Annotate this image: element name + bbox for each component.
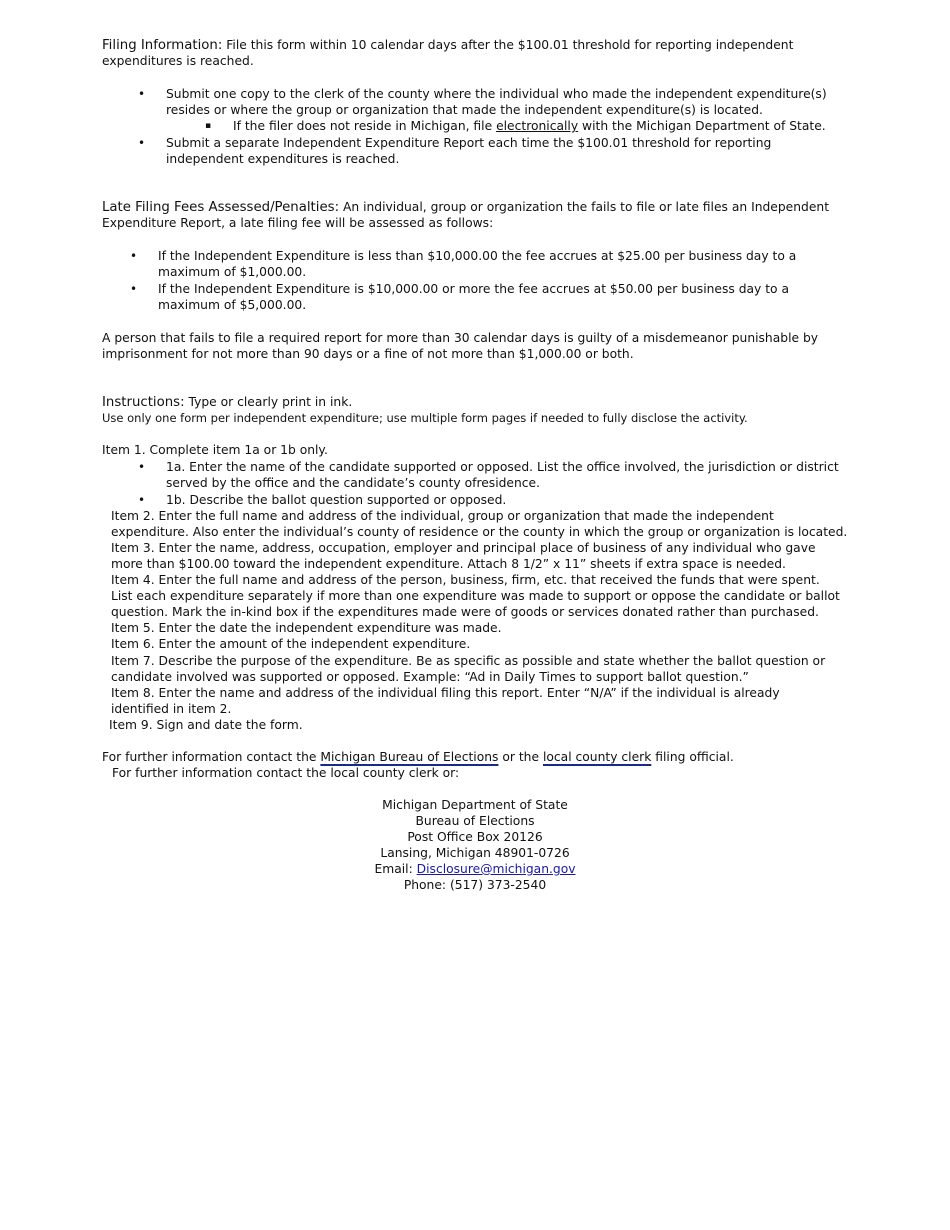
bullet-icon: • xyxy=(138,136,146,150)
item-7-line-1: Item 7. Describe the purpose of the expenditure. Be as specific as possible and state whether the ballot question or xyxy=(111,654,826,668)
bullet-icon: • xyxy=(138,493,146,507)
bullet-icon: • xyxy=(130,282,138,296)
filing-bullet-2-line-1: Submit a separate Independent Expenditure Report each time the $100.01 threshold for reporting xyxy=(166,136,772,150)
address-line-1: Michigan Department of State xyxy=(382,798,568,812)
late-intro-line-1: Late Filing Fees Assessed/Penalties: An individual, group or organization the fails to file or late files an Independent xyxy=(102,200,830,215)
local-county-clerk-link[interactable]: local county clerk xyxy=(542,750,652,764)
contact-line-1: For further information contact the Michigan Bureau of Elections or the local county clerk filing official. xyxy=(102,750,734,764)
email-line: Email: Disclosure@michigan.gov xyxy=(374,862,576,876)
item-3-line-1: Item 3. Enter the name, address, occupation, employer and principal place of business of any individual who gave xyxy=(111,541,816,555)
item-1a-line-2: served by the office and the candidate’s county ofresidence. xyxy=(166,476,541,490)
late-intro-line-2: Expenditure Report, a late filing fee will be assessed as follows: xyxy=(102,216,494,230)
filing-bullet-2-line-2: independent expenditures is reached. xyxy=(166,152,400,166)
bureau-of-elections-link[interactable]: Michigan Bureau of Elections xyxy=(320,750,499,764)
address-line-4: Lansing, Michigan 48901-0726 xyxy=(380,846,570,860)
late-bullet-1-line-1: If the Independent Expenditure is less than $10,000.00 the fee accrues at $25.00 per business day to a xyxy=(158,249,797,263)
filing-sub-bullet: If the filer does not reside in Michigan, file electronically with the Michigan Department of State. xyxy=(233,119,826,133)
filing-intro-line-1: Filing Information: File this form within 10 calendar days after the $100.01 threshold for reporting independent xyxy=(102,38,794,53)
item-4-line-1: Item 4. Enter the full name and address of the person, business, firm, etc. that received the funds that were spent. xyxy=(111,573,820,587)
address-line-3: Post Office Box 20126 xyxy=(407,830,543,844)
item-8-line-2: identified in item 2. xyxy=(111,702,232,716)
item-5: Item 5. Enter the date the independent expenditure was made. xyxy=(111,621,502,635)
email-link[interactable]: Disclosure@michigan.gov xyxy=(416,862,576,876)
late-bullet-2-line-2: maximum of $5,000.00. xyxy=(158,298,307,312)
item-4-line-2: List each expenditure separately if more than one expenditure was made to support or oppose the candidate or ballot xyxy=(111,589,840,603)
instructions-heading: Instructions: xyxy=(102,395,185,410)
penalty-line-2: imprisonment for not more than 90 days or a fine of not more than $1,000.00 or both. xyxy=(102,347,634,361)
item-1a-line-1: 1a. Enter the name of the candidate supported or opposed. List the office involved, the jurisdiction or district xyxy=(166,460,839,474)
late-heading: Late Filing Fees Assessed/Penalties: xyxy=(102,200,340,215)
bullet-icon: • xyxy=(130,249,138,263)
late-bullet-2-line-1: If the Independent Expenditure is $10,000.00 or more the fee accrues at $50.00 per business day to a xyxy=(158,282,790,296)
item-6: Item 6. Enter the amount of the independent expenditure. xyxy=(111,637,471,651)
bullet-icon: • xyxy=(138,460,146,474)
item-8-line-1: Item 8. Enter the name and address of the individual filing this report. Enter “N/A” if the individual is already xyxy=(111,686,780,700)
filing-bullet-1-line-2: resides or where the group or organization that made the independent expenditure(s) is located. xyxy=(166,103,763,117)
sub-bullet-icon: ▪ xyxy=(205,121,212,131)
item-9: Item 9. Sign and date the form. xyxy=(109,718,303,732)
item-1b: 1b. Describe the ballot question supported or opposed. xyxy=(166,493,507,507)
electronically-link[interactable]: electronically xyxy=(496,119,579,133)
item-2-line-1: Item 2. Enter the full name and address of the individual, group or organization that made the independent xyxy=(111,509,774,523)
instructions-note: Use only one form per independent expenditure; use multiple form pages if needed to fully disclose the activity. xyxy=(102,411,748,425)
item-4-line-3: question. Mark the in-kind box if the expenditures made were of goods or services donated rather than purchased. xyxy=(111,605,819,619)
item-2-line-2: expenditure. Also enter the individual’s county of residence or the county in which the group or organization is located. xyxy=(111,525,848,539)
late-bullet-1-line-2: maximum of $1,000.00. xyxy=(158,265,307,279)
phone-line: Phone: (517) 373-2540 xyxy=(403,878,547,892)
address-line-2: Bureau of Elections xyxy=(415,814,535,828)
contact-line-2: For further information contact the local county clerk or: xyxy=(112,766,460,780)
bullet-icon: • xyxy=(138,87,146,101)
filing-bullet-1-line-1: Submit one copy to the clerk of the county where the individual who made the independent expenditure(s) xyxy=(166,87,827,101)
instructions-heading-line: Instructions: Type or clearly print in ink. xyxy=(102,395,353,410)
penalty-line-1: A person that fails to file a required report for more than 30 calendar days is guilty of a misdemeanor punishable by xyxy=(102,331,819,345)
filing-intro-line-2: expenditures is reached. xyxy=(102,54,254,68)
item-1: Item 1. Complete item 1a or 1b only. xyxy=(102,443,328,457)
item-7-line-2: candidate involved was supported or opposed. Example: “Ad in Daily Times to support ballot question.” xyxy=(111,670,749,684)
item-3-line-2: more than $100.00 toward the independent expenditure. Attach 8 1/2” x 11” sheets if extra space is needed. xyxy=(111,557,786,571)
filing-heading: Filing Information: xyxy=(102,38,223,53)
